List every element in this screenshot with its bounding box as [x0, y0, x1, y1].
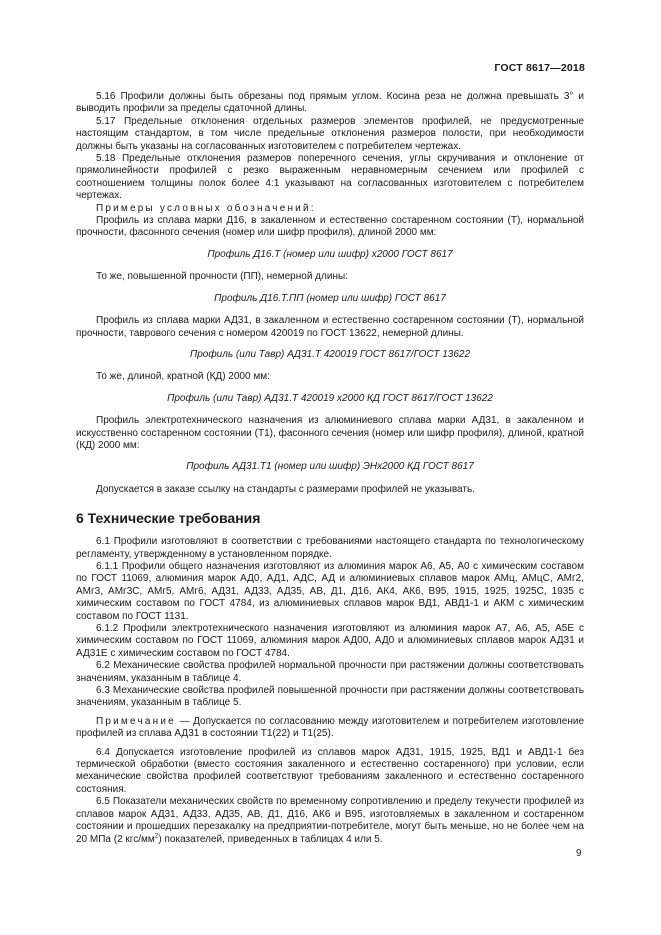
example-1-designation: Профиль Д16.Т (номер или шифр) х2000 ГОСТ 8617: [207, 248, 453, 260]
standard-header: ГОСТ 8617—2018: [494, 62, 585, 74]
example-5-designation: Профиль АД31.Т1 (номер или шифр) ЭНх2000 КД ГОСТ 8617: [186, 461, 474, 473]
example-1-text: Профиль из сплава марки Д16, в закаленном и естественно состаренном состоянии (Т), нормальной прочности, фасонного сечения (номер или шифр профиля), длиной 2000 мм:: [76, 215, 584, 239]
note-label: Примечание: [96, 715, 176, 727]
paragraph-6-1-2: 6.1.2 Профили электротехнического назначения изготовляют из алюминия марок А7, А6, А5, А5Е с химическим составом по ГОСТ 11069, алюминия марок АД00, АД0 и алюминиевых сплавов марок АД31 и АД31Е с химическим составом по ГОСТ 4784.: [76, 623, 584, 659]
allow-reference-text: Допускается в заказе ссылку на стандарты с размерами профилей не указывать.: [96, 483, 475, 495]
example-3-text: Профиль из сплава марки АД31, в закаленном и естественно состаренном состоянии (Т), нормальной прочности, таврового сечения с номером 420019 по ГОСТ 13622, немерной длины.: [76, 315, 584, 339]
example-2-text: То же, повышенной прочности (ПП), немерной длины:: [96, 271, 348, 283]
superscript-2: 2: [154, 832, 159, 840]
paragraph-6-5-main: 6.5 Показатели механических свойств по временному сопротивлению и пределу текучести профилей из сплавов марок АД31, АД33, АД35, АВ, Д1, Д16, АК6 и В95, изготовляемых в закаленном и состаренном состоянии и прошедших перезакалку на предприятии-потребителе, могут быть меньше, но не более чем на 20 МПа (2 кгс/мм: [76, 796, 584, 845]
paragraph-6-3: 6.3 Механические свойства профилей повышенной прочности при растяжении должны соответствовать значениям, указанным в таблице 5.: [76, 685, 584, 709]
paragraph-6-5: [76, 796, 584, 846]
paragraph-6-2: 6.2 Механические свойства профилей нормальной прочности при растяжении должны соответствовать значениям, указанным в таблице 4.: [76, 660, 584, 684]
example-3-designation: Профиль (или Тавр) АД31.Т 420019 ГОСТ 8617/ГОСТ 13622: [189, 348, 471, 360]
paragraph-6-5-end: ) показателей, приведенных в таблицах 4 или 5.: [158, 833, 383, 845]
note-text: — Допускается по согласованию между изготовителем и потребителем изготовление профилей из сплава АД31 в состоянии Т1(22) и Т1(25).: [76, 715, 584, 740]
paragraph-5-16: 5.16 Профили должны быть обрезаны под прямым углом. Косина реза не должна превышать 3° и выводить профили за пределы сдаточной длины.: [76, 91, 584, 115]
page-content: [76, 91, 584, 846]
section-6-title: 6 Технические требования: [76, 510, 261, 527]
paragraph-6-1-1: 6.1.1 Профили общего назначения изготовляют из алюминия марок А6, А5, А0 с химическим составом по ГОСТ 11069, алюминия марок АД0, АД1, АДС, АД и алюминиевых сплавов марок АМц, АМцС, АМг2, АМг3, АМг3С, АМг5, АМг6, АД31, АД33, АД35, АВ, Д1, Д16, АК4, АК6, В95, 1915, 1925, 1925С, 1935 с химическим составом по ГОСТ 4784, из алюминиевых сплавов марок ВД1, АВД1-1 и АКМ с химическим составом по ГОСТ 1131.: [76, 560, 584, 622]
paragraph-5-18: 5.18 Предельные отклонения размеров поперечного сечения, углы скручивания и отклонение от прямолинейности профилей с резко выраженным неравномерным сечением или профилей с соотношением толщины полок более 4:1 указывают на согласованных изготовителем с потребителем чертежах.: [76, 153, 584, 202]
example-2-designation: Профиль Д16.Т.ПП (номер или шифр) ГОСТ 8617: [214, 292, 446, 304]
note-paragraph: [76, 716, 584, 741]
examples-label: Примеры условных обозначений:: [96, 202, 316, 214]
paragraph-6-1: 6.1 Профили изготовляют в соответствии с требованиями настоящего стандарта по технологическому регламенту, утвержденному в установленном порядке.: [76, 536, 584, 560]
example-5-text: Профиль электротехнического назначения из алюминиевого сплава марки АД31, в закаленном и искусственно состаренном состоянии (Т1), фасонного сечения (номер или шифр профиля), длиной, кратной (КД) 2000 мм:: [76, 415, 584, 451]
paragraph-6-4: 6.4 Допускается изготовление профилей из сплавов марок АД31, 1915, 1925, ВД1 и АВД1-1 без термической обработки (вместо состояния закаленного и естественно состаренного) при условии, если механические свойства профилей соответствуют требованиям закаленного и естественно состаренного состояния.: [76, 746, 584, 795]
example-4-designation: Профиль (или Тавр) АД31.Т 420019 х2000 КД ГОСТ 8617/ГОСТ 13622: [167, 392, 493, 404]
example-4-text: То же, длиной, кратной (КД) 2000 мм:: [96, 371, 270, 383]
page-number: 9: [576, 848, 582, 859]
paragraph-5-17: 5.17 Предельные отклонения отдельных размеров элементов профилей, не предусмотренные настоящим стандартом, в том числе предельные отклонения размеров полости, при необходимости должны быть указаны на согласованных изготовителем с потребителем чертежах.: [76, 115, 584, 152]
